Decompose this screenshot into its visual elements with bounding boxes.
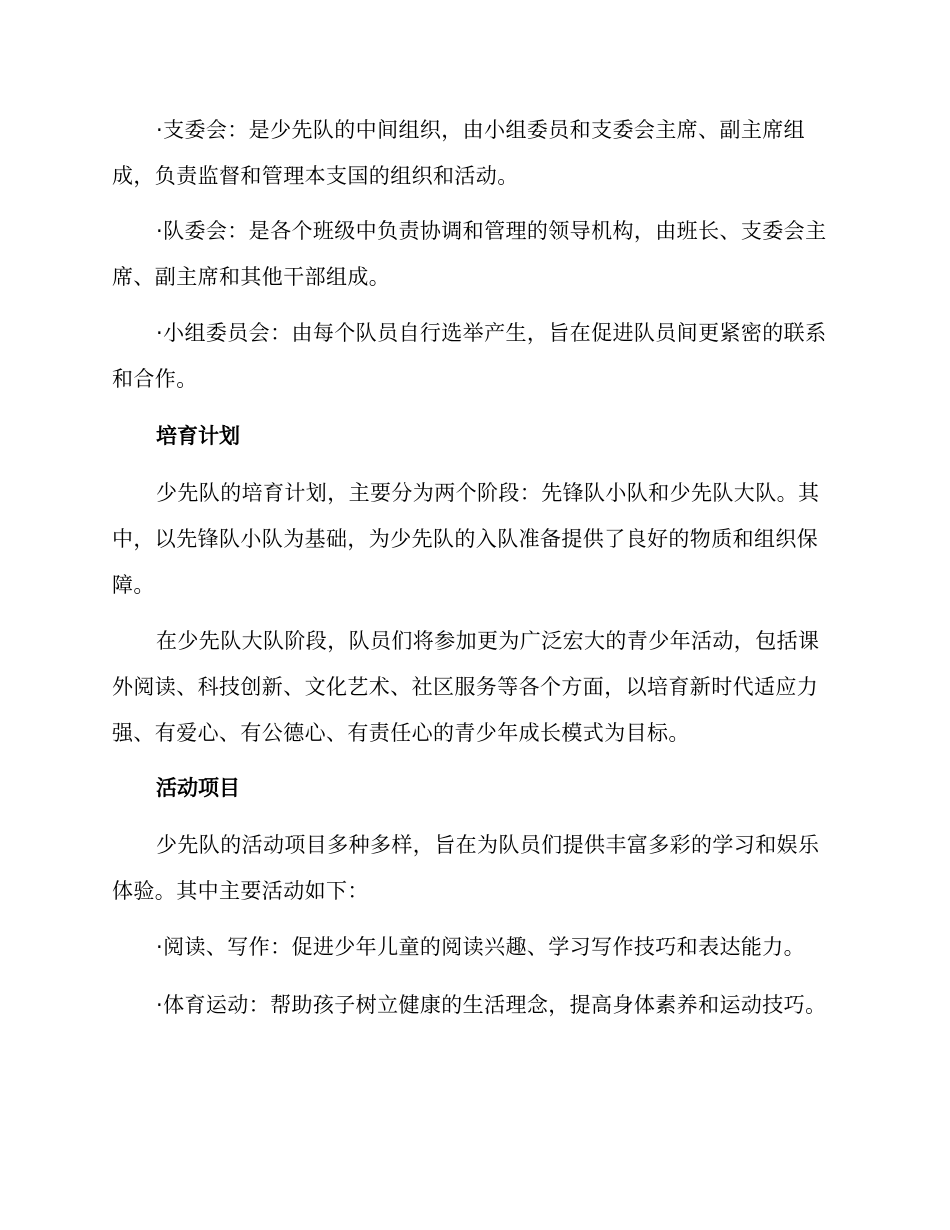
paragraph-text: ·队委会：是各个班级中负责协调和管理的领导机构，由班长、支委会主席、副主席和其他干部组成。 [112,219,827,289]
paragraph-yuedu-xiezuo [112,924,832,970]
paragraph-dadui-jieduan [112,618,832,756]
paragraph-text: ·小组委员会：由每个队员自行选举产生，旨在促进队员间更紧密的联系和合作。 [112,321,827,391]
paragraph-huodong-xiangmu [112,822,832,914]
section-heading-huodong-xiangmu: 活动项目 [156,776,240,800]
section-heading-peiyu-jihua: 培育计划 [156,424,240,448]
paragraph-text: ·支委会：是少先队的中间组织，由小组委员和支委会主席、副主席组成，负责监督和管理本支国的组织和活动。 [112,118,806,188]
paragraph-tiyu-yundong [112,982,832,1028]
paragraph-text: 少先队的活动项目多种多样，旨在为队员们提供丰富多彩的学习和娱乐体验。其中主要活动如下： [112,833,820,903]
paragraph-text: 在少先队大队阶段，队员们将参加更为广泛宏大的青少年活动，包括课外阅读、科技创新、文化艺术、社区服务等各个方面，以培育新时代适应力强、有爱心、有公德心、有责任心的青少年成长模式为目标。 [112,629,820,745]
paragraph-text: ·阅读、写作：促进少年儿童的阅读兴趣、学习写作技巧和表达能力。 [156,935,806,959]
paragraph-zhiweihui [112,107,832,199]
paragraph-text: 少先队的培育计划，主要分为两个阶段：先锋队小队和少先队大队。其中，以先锋队小队为基础，为少先队的入队准备提供了良好的物质和组织保障。 [112,481,820,597]
paragraph-xiaozu-weiyuanhui [112,310,832,402]
paragraph-peiyu-jihua [112,470,832,608]
paragraph-duiweihui [112,208,832,300]
paragraph-text: ·体育运动：帮助孩子树立健康的生活理念，提高身体素养和运动技巧。 [156,993,827,1017]
